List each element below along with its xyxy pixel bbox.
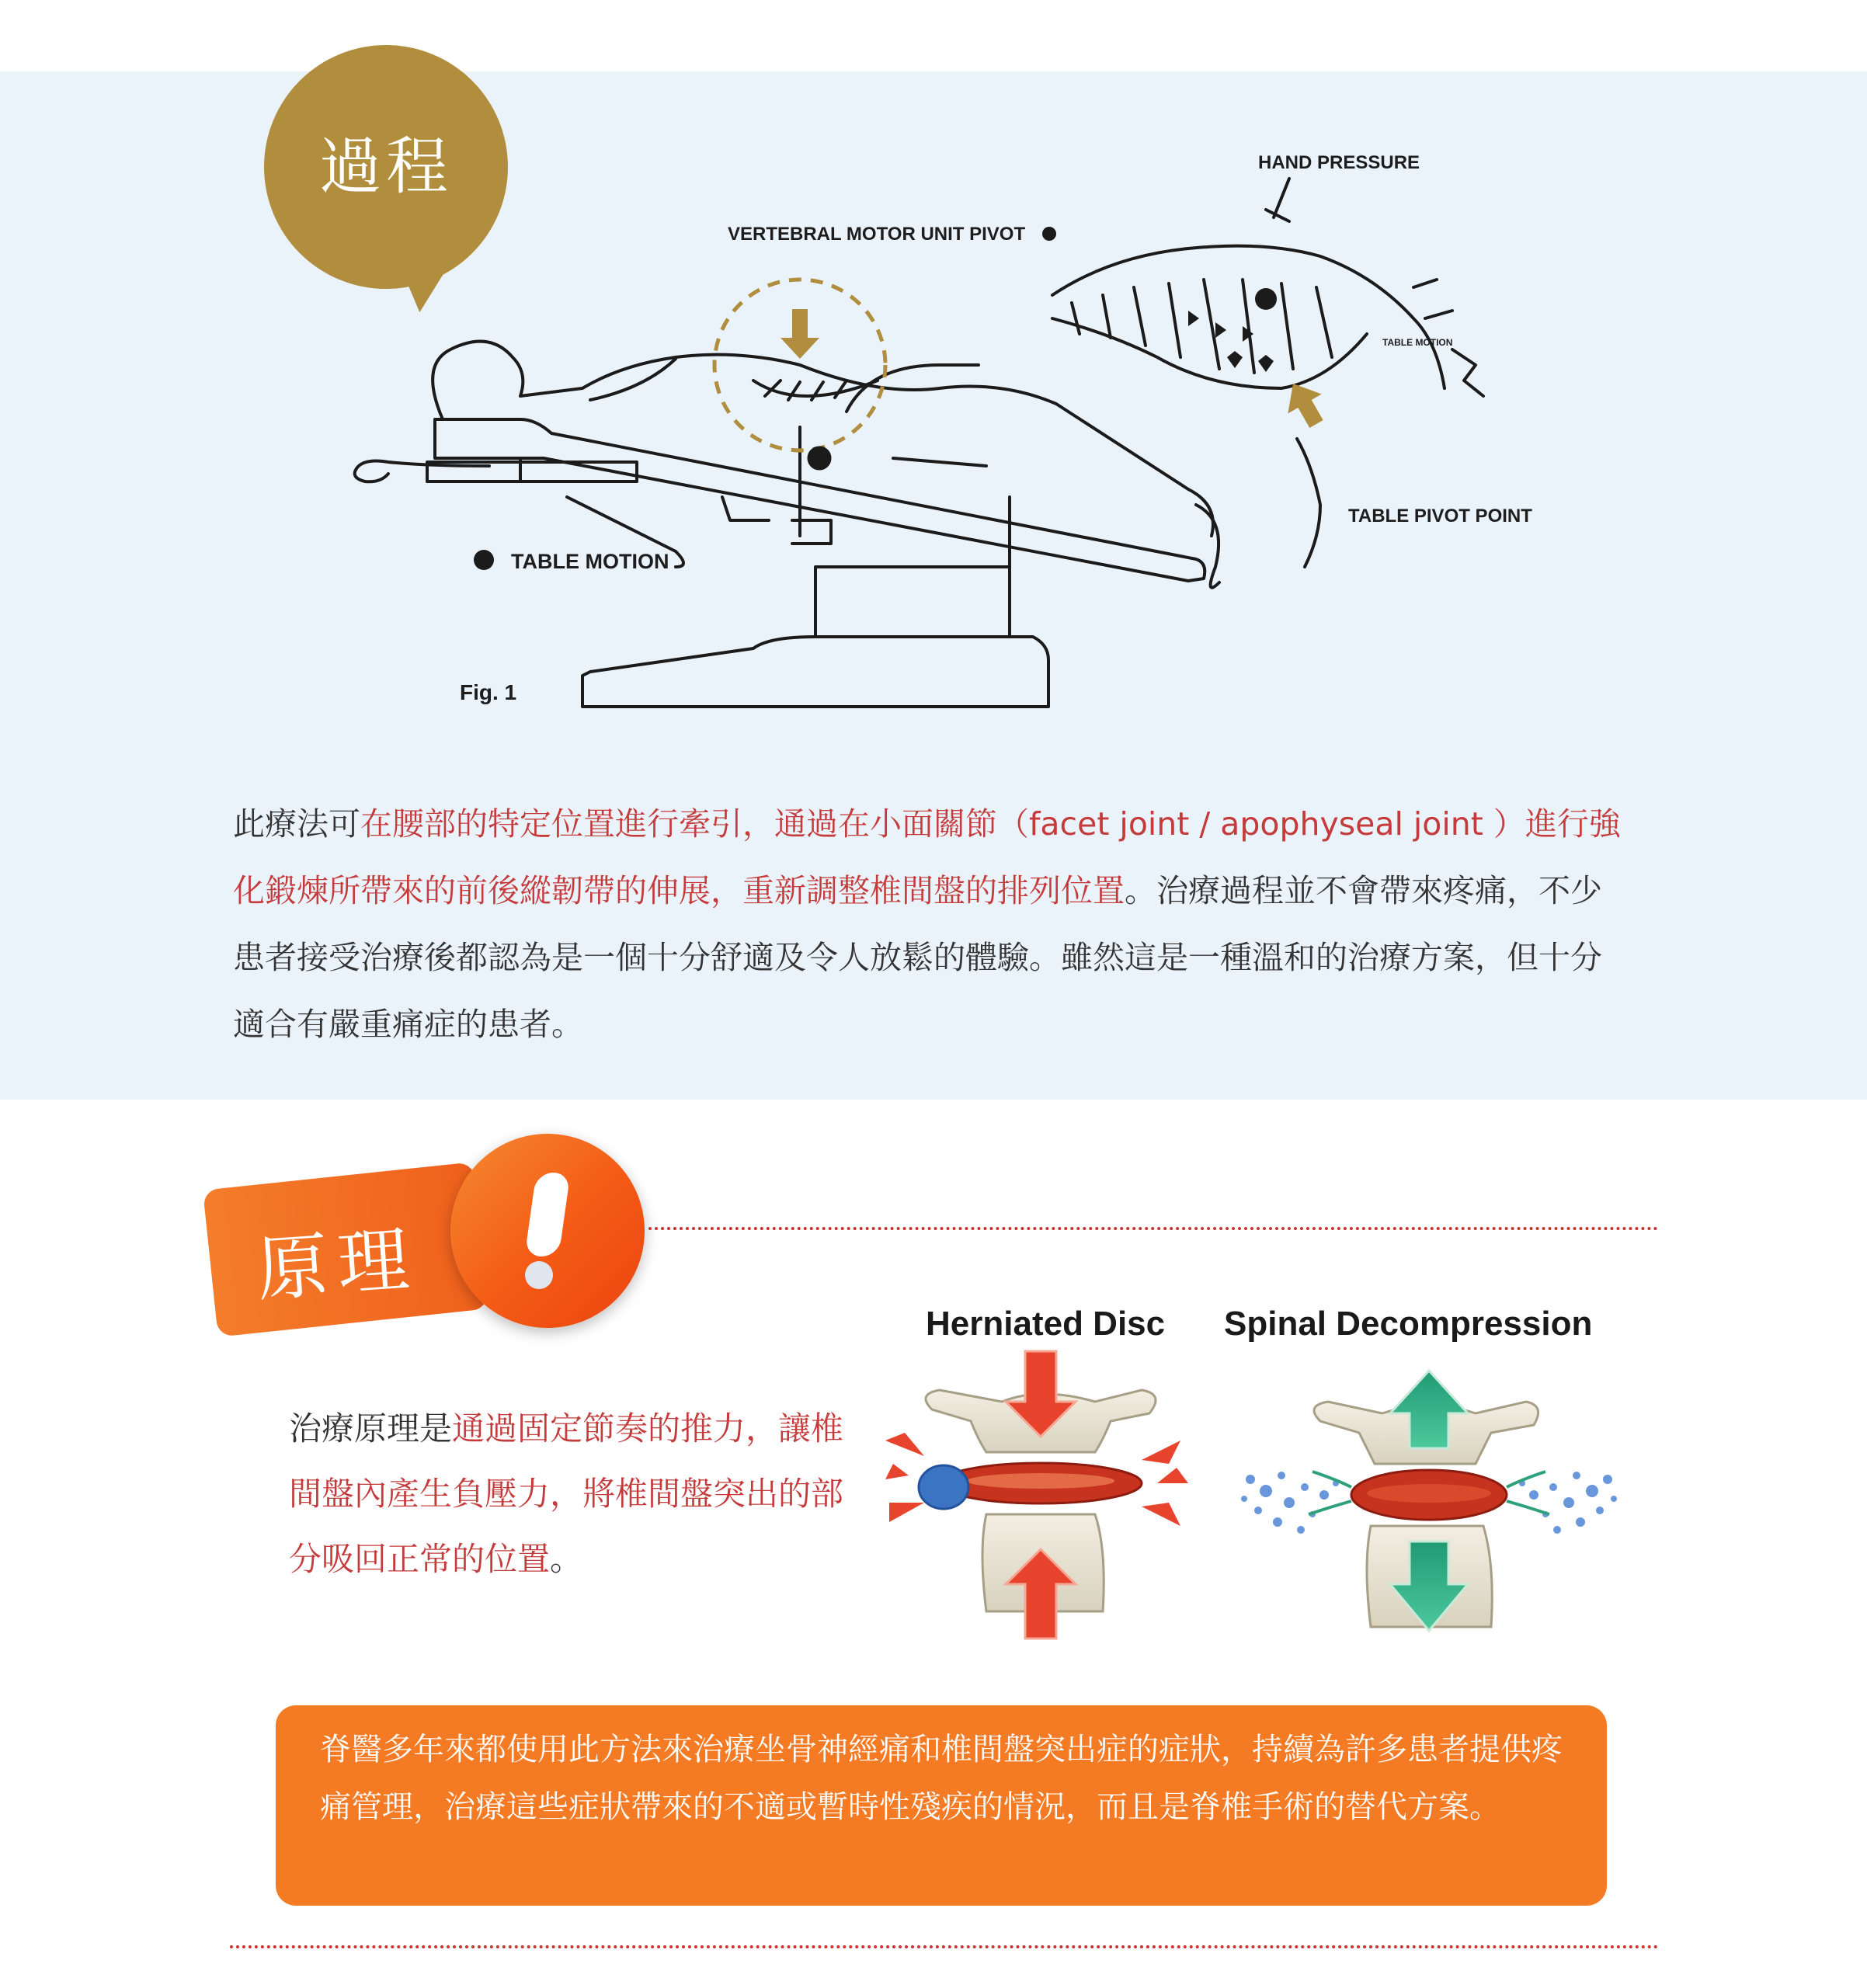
- divider-dotted-bottom: [230, 1945, 1659, 1948]
- principle-text-intro: 治療原理是: [289, 1409, 453, 1448]
- principle-highlight-text: 脊醫多年來都使用此方法來治療坐骨神經痛和椎間盤突出症的症狀，持續為許多患者提供疼痛管理，治療這些症狀帶來的不適或暫時性殘疾的情況，而且是脊椎手術的替代方案。: [320, 1732, 1563, 1825]
- label-table-motion: TABLE MOTION: [511, 550, 669, 573]
- principle-text-highlight: 通過固定節奏的推力，讓椎間盤內產生負壓力，將椎間盤突出的部分吸回正常的位置: [289, 1409, 844, 1578]
- herniated-disc-illustration: [870, 1347, 1212, 1642]
- decompression-table-illustration: [334, 132, 1577, 738]
- exclamation-dot-icon: [525, 1261, 553, 1289]
- table-motion-symbol-icon: [474, 550, 494, 570]
- principle-text-end: 。: [550, 1540, 583, 1578]
- process-text-rest: 。治療過程並不會帶來疼痛，不少患者接受治療後都認為是一個十分舒適及令人放鬆的體驗。雖然這是一種溫和的治療方案，但十分適合有嚴重痛症的患者。: [233, 872, 1602, 1043]
- label-table-motion-small: TABLE MOTION: [1382, 337, 1453, 348]
- spinal-decompression-illustration: [1235, 1347, 1623, 1658]
- process-badge-label: 過程: [319, 130, 453, 203]
- process-text-intro: 此療法可: [233, 805, 360, 843]
- label-vertebral-pivot: VERTEBRAL MOTOR UNIT PIVOT: [728, 224, 1026, 245]
- principle-description: [289, 1396, 848, 1592]
- pivot-symbol-icon: [1042, 227, 1056, 241]
- herniated-disc-title: Herniated Disc: [926, 1305, 1166, 1343]
- divider-dotted-top: [648, 1227, 1658, 1230]
- process-description: [233, 791, 1631, 1058]
- figure-number: Fig. 1: [460, 680, 517, 704]
- principle-badge-label: 原理: [254, 1217, 422, 1312]
- process-text-highlight: 在腰部的特定位置進行牽引，通過在小面關節（facet joint / apophyseal joint ）進行強化鍛煉所帶來的前後縱韌帶的伸展，重新調整椎間盤的排列位置: [233, 805, 1621, 909]
- label-table-pivot-point: TABLE PIVOT POINT: [1348, 506, 1532, 527]
- label-hand-pressure: HAND PRESSURE: [1258, 152, 1420, 173]
- spinal-decompression-title: Spinal Decompression: [1224, 1305, 1593, 1343]
